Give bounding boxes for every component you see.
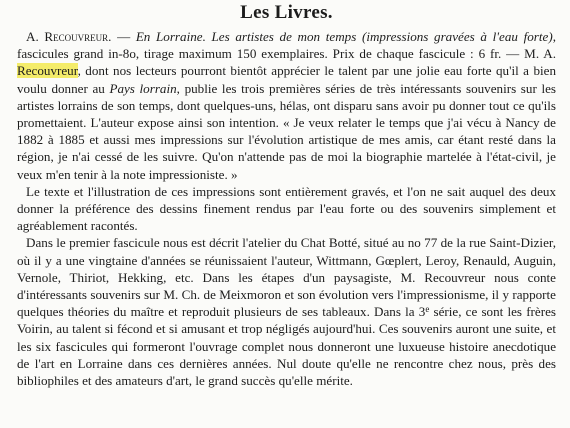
superscript: e xyxy=(425,304,430,315)
paragraph-text: série, ce sont les frères Voirin, au talent si fécond et si amusant et trop négligés aujourd'hui. Ces souvenirs auront une suite, et les six fascicules qui formeront l'ouvrage complet nous donneront une luxueuse histoire anecdotique de l'art en Lorraine dans ces dernières années. Nul doute qu'elle ne rencontre chez nous, près des bibliophiles et des amateurs d'art, le grand succès qu'elle mérite. xyxy=(17,304,556,389)
highlighted-search-term: Recouvreur xyxy=(17,63,78,79)
author-initial: A. xyxy=(26,29,45,44)
author-name: Recouvreur xyxy=(44,29,109,44)
review-paragraph-3 xyxy=(17,234,556,389)
series-title: En Lorraine. Les artistes de mon temps (impressions gravées à l'eau forte) xyxy=(135,29,553,44)
paragraph-text: , dont nos lecteurs pourront bientôt apprécier le talent par une jolie eau forte qu'il a bien voulu donner au xyxy=(17,63,556,96)
journal-title: Pays lorrain xyxy=(109,80,177,96)
review-paragraph-1 xyxy=(17,28,556,183)
paragraph-text: Dans le premier fascicule nous est décrit l'atelier du Chat Botté, situé au no 77 de la rue Saint-Dizier, où il y a une vingtaine d'années se réunissaient l'auteur, Wittmann, Gœplert, Leroy, Renauld, Auguin, Vernole, Thiriot, Hekking, etc. Dans les étapes d'un paysagiste, M. Recouvreur nous conte d'intéressants souvenirs sur M. Ch. de Meixmoron et son évolution vers l'impressionisme, il y rapporte quelques théories du maître et reproduit plusieurs de ses tableaux. Dans la 3 xyxy=(17,235,556,320)
paragraph-text: , fascicules grand in-8o, tirage maximum 150 exemplaires. Prix de chaque fascicule : 6 fr. — M. A. xyxy=(17,29,556,62)
paragraph-text: , publie les trois premières séries de très intéressants souvenirs sur les artistes lorrains de son temps, dont quelques-uns, hélas, ont disparu sans avoir pu donner tout ce qu'ils promettaient. L'auteur expose ainsi son intention. « Je veux relater le temps que j'ai vécu à Nancy de 1882 à 1885 et aussi mes impressions sur l'évolution artistique de mes amis, car étant resté dans la région, je n'ai cessé de les suivre. Qu'on n'attende pas de moi la biographie martelée à l'état-civil, je veux m'en tenir à la note impressioniste. » xyxy=(17,80,556,182)
review-paragraph-2: Le texte et l'illustration de ces impressions sont entièrement gravés, et l'on ne sait auquel des deux donner la préférence des dessins finement rendus par l'eau forte ou des souvenirs simplement et agréablement racontés. xyxy=(17,183,556,234)
page-title: Les Livres. xyxy=(240,2,333,23)
dash: . — xyxy=(108,29,136,44)
